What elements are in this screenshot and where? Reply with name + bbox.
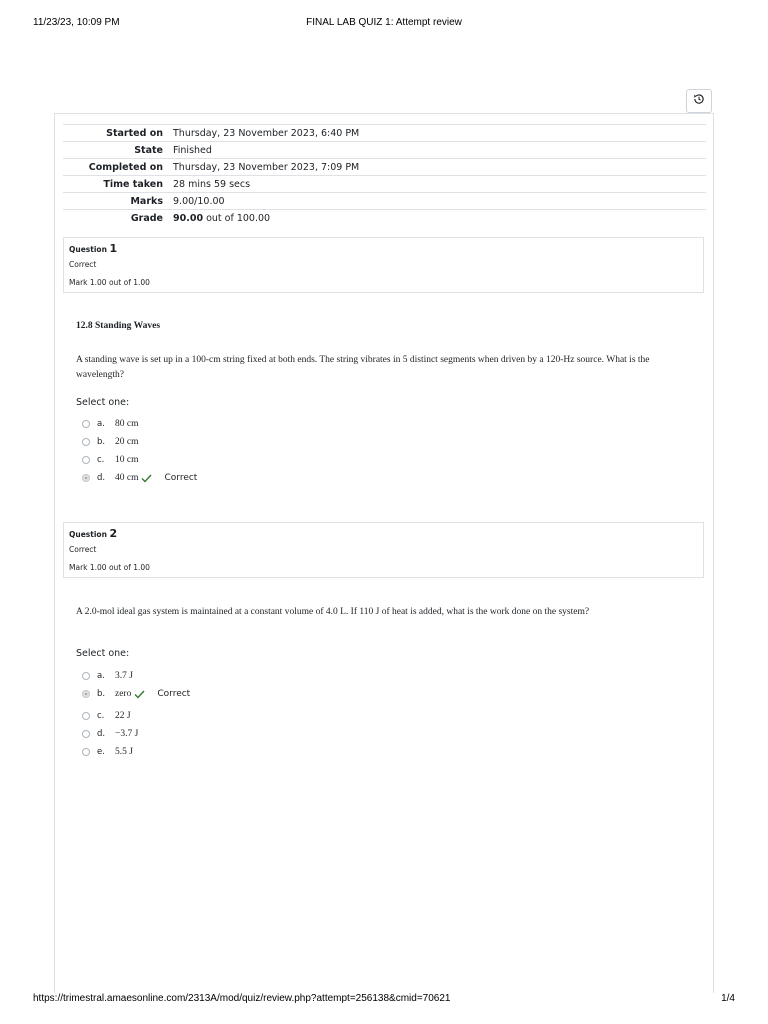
- question-1-title: 12.8 Standing Waves: [76, 321, 161, 331]
- summary-value: Thursday, 23 November 2023, 6:40 PM: [173, 125, 706, 142]
- option-text: 80 cm: [115, 419, 139, 429]
- question-state: Correct: [69, 545, 97, 554]
- summary-value: 28 mins 59 secs: [173, 176, 706, 193]
- summary-value: Finished: [173, 142, 706, 159]
- option-text: 3.7 J: [115, 671, 133, 681]
- summary-label: Completed on: [63, 159, 173, 176]
- question-label: Question: [69, 530, 107, 539]
- radio-button[interactable]: [82, 438, 90, 446]
- question-grade: Mark 1.00 out of 1.00: [69, 563, 150, 572]
- option-letter: b.: [97, 437, 106, 447]
- summary-value: 9.00/10.00: [173, 193, 706, 210]
- grade-score: 90.00: [173, 212, 204, 224]
- question-grade: Mark 1.00 out of 1.00: [69, 278, 150, 287]
- option-letter: d.: [97, 729, 106, 739]
- summary-label: Started on: [63, 125, 173, 142]
- summary-row-state: [63, 142, 706, 159]
- question-1-prompt: Select one:: [76, 397, 130, 408]
- option-letter: e.: [97, 747, 105, 757]
- option-feedback: Correct: [157, 689, 191, 699]
- radio-button[interactable]: [82, 712, 90, 720]
- option-text: 22 J: [115, 711, 131, 721]
- print-footer: [33, 993, 735, 1007]
- summary-label: State: [63, 142, 173, 159]
- summary-row-completed: [63, 159, 706, 176]
- question-label: Question: [69, 245, 107, 254]
- option-text: 5.5 J: [115, 747, 133, 757]
- option-text: −3.7 J: [115, 729, 139, 739]
- print-header: [33, 17, 735, 31]
- q2-option-a[interactable]: [82, 669, 133, 683]
- summary-row-time-taken: [63, 176, 706, 193]
- option-letter: c.: [97, 711, 105, 721]
- radio-button[interactable]: [82, 420, 90, 428]
- q1-option-c[interactable]: [82, 453, 138, 467]
- option-letter: a.: [97, 671, 105, 681]
- option-letter: d.: [97, 473, 106, 483]
- question-number-value: 1: [109, 242, 118, 255]
- summary-label: Marks: [63, 193, 173, 210]
- summary-row-marks: [63, 193, 706, 210]
- check-icon: [134, 690, 145, 699]
- summary-label: Time taken: [63, 176, 173, 193]
- grade-out-of: out of 100.00: [203, 212, 271, 224]
- print-title: FINAL LAB QUIZ 1: Attempt review: [306, 17, 462, 28]
- question-number-value: 2: [109, 527, 118, 540]
- q2-option-c[interactable]: [82, 709, 131, 723]
- radio-button-selected[interactable]: [82, 474, 90, 482]
- question-1-text: A standing wave is set up in a 100-cm string fixed at both ends. The string vibrates in 5 distinct segments when driven by a 120-Hz source. What is the wavelength?: [76, 355, 650, 380]
- radio-button[interactable]: [82, 672, 90, 680]
- summary-row-grade: [63, 210, 706, 227]
- summary-value: [173, 210, 706, 227]
- print-page-number: 1/4: [721, 993, 735, 1004]
- history-icon: [693, 92, 705, 110]
- summary-value: Thursday, 23 November 2023, 7:09 PM: [173, 159, 706, 176]
- question-2-info: [63, 522, 704, 578]
- q1-option-a[interactable]: [82, 417, 138, 431]
- q1-option-d[interactable]: [82, 471, 197, 485]
- option-letter: c.: [97, 455, 105, 465]
- radio-button-selected[interactable]: [82, 690, 90, 698]
- attempt-summary-table: [63, 124, 706, 226]
- question-number: [69, 242, 117, 255]
- print-datetime: 11/23/23, 10:09 PM: [33, 17, 120, 28]
- print-url: https://trimestral.amaesonline.com/2313A/mod/quiz/review.php?attempt=256138&cmid=70621: [33, 993, 451, 1004]
- question-1-info: [63, 237, 704, 293]
- question-state: Correct: [69, 260, 97, 269]
- timer-toggle-button[interactable]: [686, 89, 712, 113]
- check-icon: [141, 474, 152, 483]
- question-number: [69, 527, 117, 540]
- option-text: zero: [115, 689, 132, 699]
- option-letter: a.: [97, 419, 105, 429]
- question-2-prompt: Select one:: [76, 648, 130, 659]
- option-letter: b.: [97, 689, 106, 699]
- radio-button[interactable]: [82, 456, 90, 464]
- option-text: 40 cm: [115, 473, 139, 483]
- question-2-text: A 2.0-mol ideal gas system is maintained at a constant volume of 4.0 L. If 110 J of heat is added, what is the work done on the system?: [76, 607, 590, 617]
- option-text: 10 cm: [115, 455, 139, 465]
- radio-button[interactable]: [82, 730, 90, 738]
- summary-label: Grade: [63, 210, 173, 227]
- q2-option-b[interactable]: [82, 687, 190, 701]
- option-text: 20 cm: [115, 437, 139, 447]
- q2-option-e[interactable]: [82, 745, 133, 759]
- option-feedback: Correct: [164, 473, 198, 483]
- radio-button[interactable]: [82, 748, 90, 756]
- summary-row-started: [63, 125, 706, 142]
- q1-option-b[interactable]: [82, 435, 138, 449]
- q2-option-d[interactable]: [82, 727, 138, 741]
